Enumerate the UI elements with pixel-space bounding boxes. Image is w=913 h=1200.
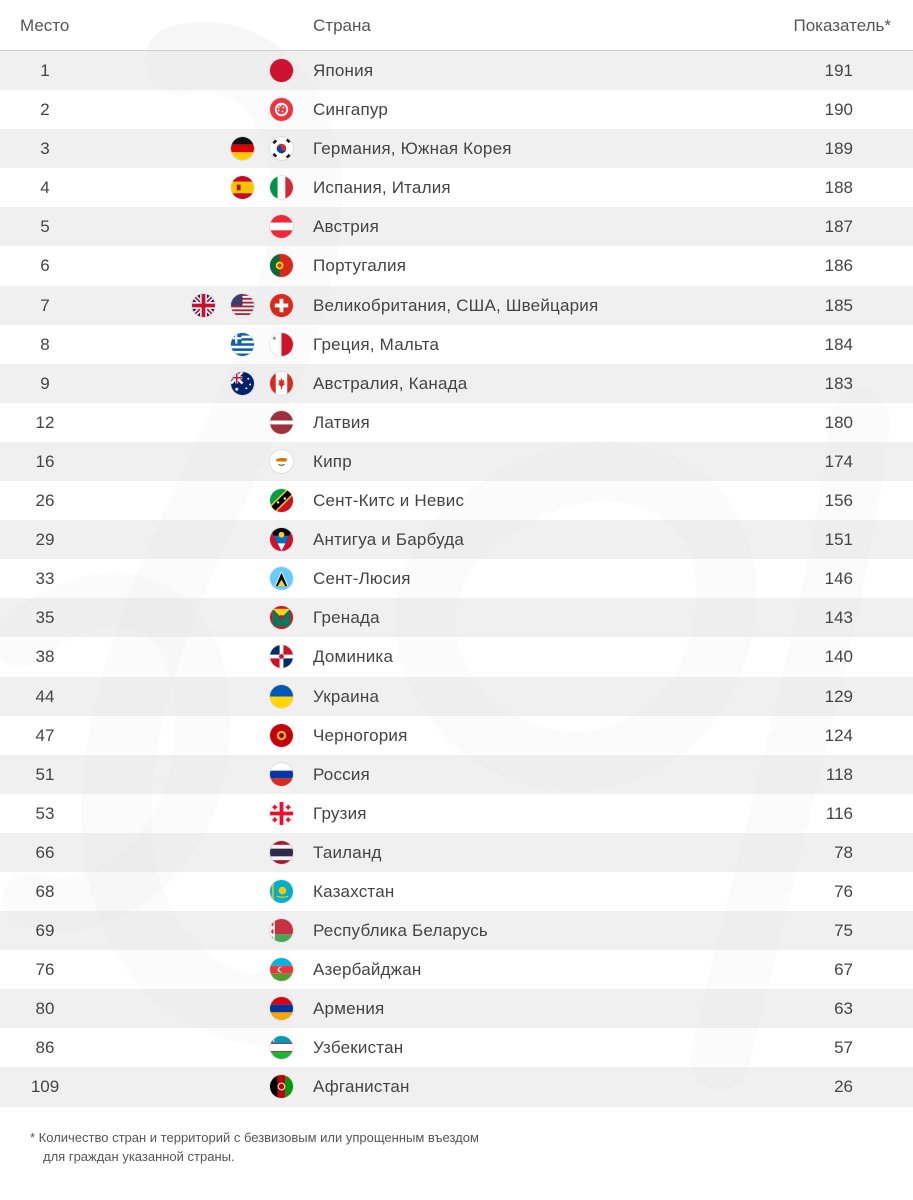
portugal-flag-icon [270,254,293,277]
footnote-line-2: для граждан указанной страны. [43,1149,235,1164]
value-cell: 186 [824,256,853,276]
saint-lucia-flag-icon [270,567,293,590]
table-row [0,950,913,989]
country-cell: Антигуа и Барбуда [313,530,465,550]
cyprus-flag-icon [270,450,293,473]
canada-flag-icon [270,372,293,395]
belarus-flag-icon [270,919,293,942]
country-cell: Доминика [313,647,394,667]
spain-flag-icon [231,176,254,199]
rank-cell: 1 [40,61,50,80]
country-cell: Республика Беларусь [313,921,488,941]
value-cell: 183 [824,373,853,393]
rank-cell: 26 [35,491,55,511]
country-cell: Гренада [313,608,380,628]
table-row [0,207,913,246]
table-header [0,0,913,51]
country-cell: Таиланд [313,842,382,862]
table-row [0,442,913,481]
table-row [0,833,913,872]
malta-flag-icon [270,333,293,356]
greece-flag-icon [231,333,254,356]
table-row [0,246,913,285]
rank-cell: 44 [35,686,55,706]
country-cell: Сент-Китс и Невис [313,491,465,511]
value-cell: 185 [824,295,853,315]
value-cell: 67 [834,960,853,980]
value-cell: 124 [824,725,853,745]
country-cell: Великобритания, США, Швейцария [313,295,599,315]
value-cell: 188 [824,178,853,198]
singapore-flag-icon [270,98,293,121]
table-row [0,364,913,403]
value-cell: 189 [824,139,853,159]
rank-cell: 9 [40,373,50,393]
azerbaijan-flag-icon [270,958,293,981]
rank-cell: 7 [40,295,50,315]
country-cell: Португалия [313,256,407,276]
ranking-table [0,51,913,1107]
uk-flag-icon [192,294,215,317]
country-cell: Казахстан [313,881,395,901]
value-cell: 26 [834,1077,853,1097]
uzbekistan-flag-icon [270,1036,293,1059]
rank-cell: 4 [40,178,50,198]
table-row [0,911,913,950]
rank-cell: 109 [30,1077,60,1097]
kazakhstan-flag-icon [270,880,293,903]
rank-column-header: Место [20,16,70,35]
rank-cell: 35 [35,608,55,628]
value-column-header: Показатель* [793,16,891,35]
rank-cell: 68 [35,881,55,901]
value-cell: 174 [824,451,853,471]
rank-cell: 51 [35,764,55,784]
rank-cell: 66 [35,842,55,862]
value-cell: 180 [824,412,853,432]
japan-flag-icon [270,59,293,82]
italy-flag-icon [270,176,293,199]
russia-flag-icon [270,763,293,786]
rank-cell: 6 [40,256,50,276]
table-row [0,286,913,325]
grenada-flag-icon [270,606,293,629]
country-cell: Сингапур [313,100,389,120]
value-cell: 116 [825,803,853,823]
country-cell: Греция, Мальта [313,334,440,354]
country-cell: Кипр [313,451,352,471]
value-cell: 63 [834,999,853,1019]
table-row [0,51,913,90]
value-cell: 143 [824,608,853,628]
country-cell: Латвия [313,412,370,432]
value-cell: 57 [834,1038,853,1058]
table-row [0,794,913,833]
rank-cell: 5 [40,217,50,237]
table-row [0,989,913,1028]
thailand-flag-icon [270,841,293,864]
table-row [0,677,913,716]
rank-cell: 76 [35,960,55,980]
south-korea-flag-icon [270,137,293,160]
rank-cell: 2 [40,100,50,120]
table-row [0,520,913,559]
rank-cell: 38 [35,647,55,667]
rank-cell: 33 [35,569,55,589]
value-cell: 129 [824,686,853,706]
value-cell: 184 [824,334,853,354]
table-row [0,129,913,168]
table-row [0,872,913,911]
rank-cell: 12 [35,412,55,432]
table-row [0,755,913,794]
antigua-flag-icon [270,528,293,551]
rank-cell: 47 [35,725,55,745]
country-cell: Сент-Люсия [313,569,411,589]
switzerland-flag-icon [270,294,293,317]
dominica-flag-icon [270,645,293,668]
rank-cell: 80 [35,999,55,1019]
table-row [0,1028,913,1067]
table-row [0,168,913,207]
table-row [0,598,913,637]
country-cell: Австрия [313,217,380,237]
country-cell: Испания, Италия [313,178,451,198]
rank-cell: 29 [35,530,55,550]
afghanistan-flag-icon [270,1075,293,1098]
value-cell: 75 [834,921,853,941]
germany-flag-icon [231,137,254,160]
table-row [0,1067,913,1106]
country-cell: Россия [313,764,370,784]
montenegro-flag-icon [270,724,293,747]
rank-cell: 69 [35,921,55,941]
country-cell: Украина [313,686,380,706]
value-cell: 190 [824,100,853,120]
armenia-flag-icon [270,997,293,1020]
australia-flag-icon [231,372,254,395]
country-cell: Черногория [313,725,408,745]
table-row [0,481,913,520]
country-cell: Афганистан [313,1077,410,1097]
value-cell: 76 [834,881,853,901]
usa-flag-icon [231,294,254,317]
table-row [0,716,913,755]
ukraine-flag-icon [270,685,293,708]
footnote-line-1: * Количество стран и территорий с безвизовым или упрощенным въездом [30,1130,479,1145]
value-cell: 187 [824,217,853,237]
value-cell: 118 [825,764,853,784]
table-row [0,559,913,598]
country-cell: Узбекистан [313,1038,404,1058]
table-row [0,325,913,364]
value-cell: 146 [824,569,853,589]
value-cell: 151 [824,530,853,550]
value-cell: 78 [834,842,853,862]
value-cell: 140 [824,647,853,667]
country-cell: Япония [313,61,374,80]
austria-flag-icon [270,215,293,238]
rank-cell: 16 [35,451,55,471]
rank-cell: 3 [40,139,50,159]
country-cell: Армения [313,999,385,1019]
country-cell: Азербайджан [313,960,422,980]
rank-cell: 8 [40,334,50,354]
country-cell: Грузия [313,803,367,823]
table-row [0,90,913,129]
value-cell: 156 [824,491,853,511]
value-cell: 191 [824,61,853,80]
georgia-flag-icon [270,802,293,825]
rank-cell: 86 [35,1038,55,1058]
table-row [0,637,913,676]
rank-cell: 53 [35,803,55,823]
latvia-flag-icon [270,411,293,434]
country-cell: Австралия, Канада [313,373,468,393]
country-cell: Германия, Южная Корея [313,139,512,159]
country-column-header: Страна [313,16,371,35]
footnote [30,1128,479,1166]
saint-kitts-flag-icon [270,489,293,512]
table-row [0,403,913,442]
